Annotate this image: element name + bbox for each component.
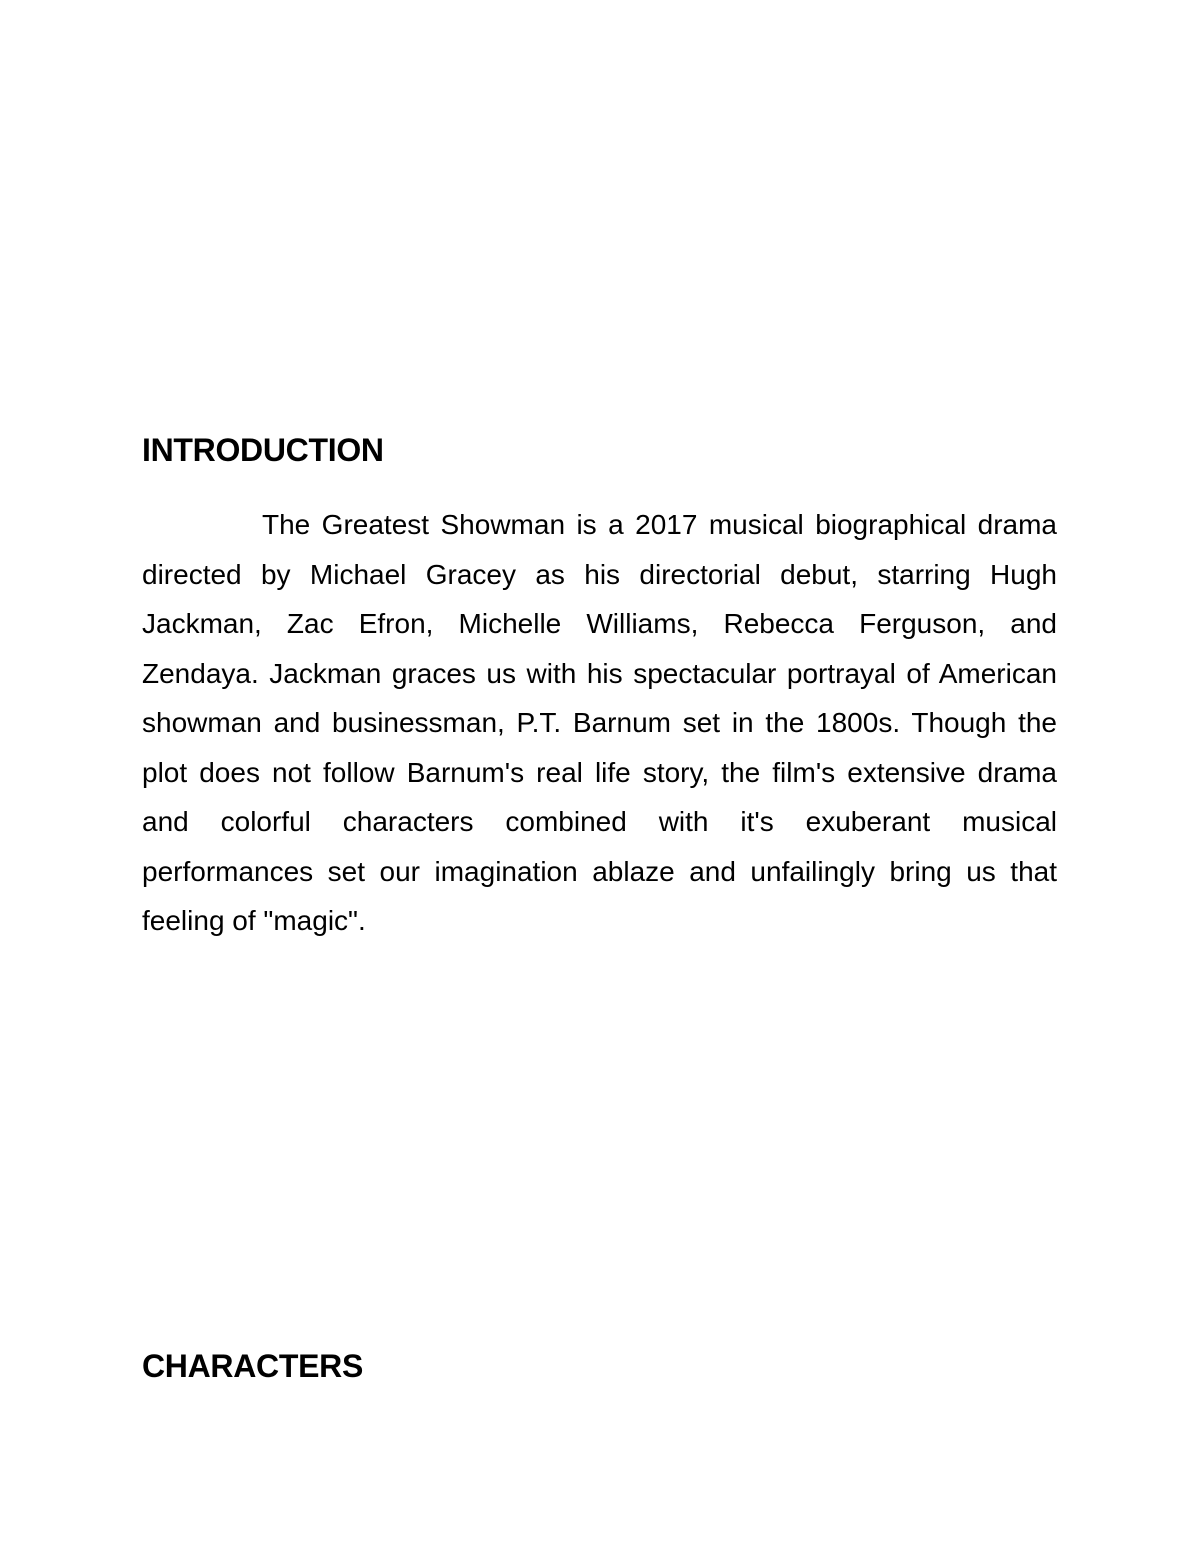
introduction-heading: INTRODUCTION [142, 432, 384, 468]
characters-heading: CHARACTERS [142, 1348, 364, 1384]
introduction-paragraph: The Greatest Showman is a 2017 musical biographical drama directed by Michael Gracey as his directorial debut, starring Hugh Jackman, Zac Efron, Michelle Williams, Rebecca Ferguson, and Zendaya. Jackman graces us with his spectacular portrayal of American showman and businessman, P.T. Barnum set in the 1800s. Though the plot does not follow Barnum's real life story, the film's extensive drama and colorful characters combined with it's exuberant musical performances set our imagination ablaze and unfailingly bring us that feeling of "magic". [142, 509, 1057, 936]
